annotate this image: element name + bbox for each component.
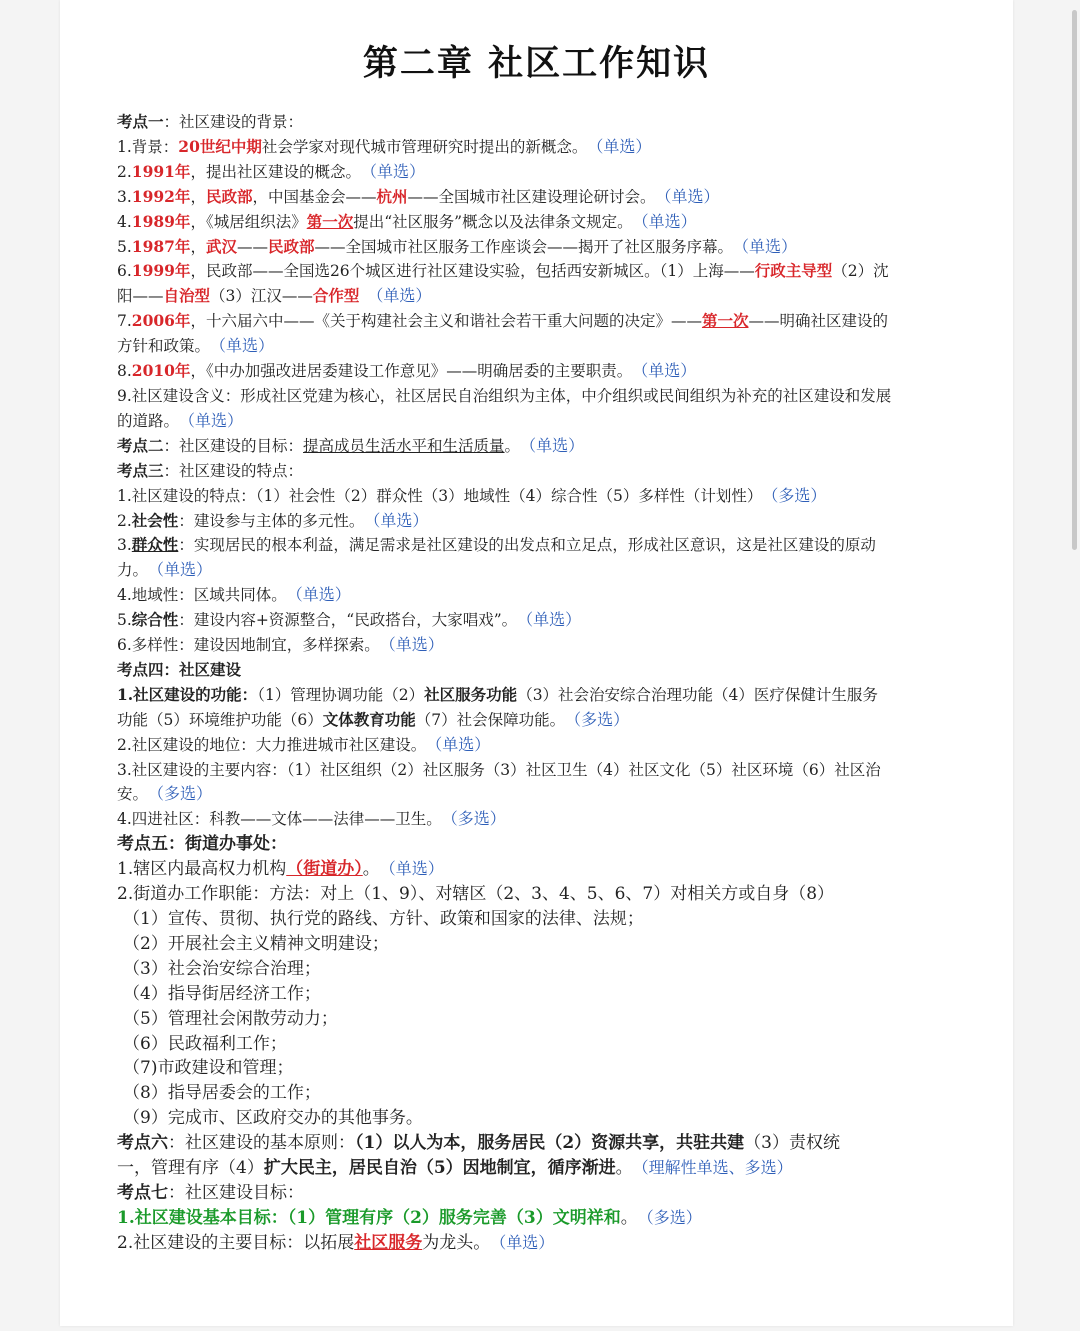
- question-type-tag: （多选）: [156, 784, 213, 804]
- page-title: 第二章 社区工作知识: [362, 43, 711, 84]
- kd1-line-6: 6.1999年，民政部——全国选26个城区进行社区建设实验，包括西安新城区。（1）上海——行政主导型（2）沈: [117, 261, 889, 281]
- scrollbar[interactable]: [1072, 10, 1077, 550]
- kd3-line-4: 4.地域性：区域共同体。 （单选）: [117, 585, 351, 605]
- question-type-tag: （单选）: [663, 186, 720, 206]
- question-type-tag: （单选）: [187, 410, 244, 430]
- kd4-line-1b: 功能（5）环境维护功能（6）文体教育功能（7）社会保障功能。 （多选）: [117, 709, 630, 729]
- kd5-duty-item: （1）宣传、贯彻、执行党的路线、方针、政策和国家的法律、法规；: [123, 909, 644, 929]
- question-type-tag: （理解性单选、多选）: [640, 1158, 793, 1178]
- kd1-line-2: 2.1991年，提出社区建设的概念。 （单选）: [117, 161, 425, 181]
- question-type-tag: （单选）: [525, 610, 582, 630]
- kd4-line-1: 1.社区建设的功能：（1）管理协调功能（2）社区服务功能（3）社会治安综合治理功能（4）医疗保健计生服务: [117, 684, 878, 704]
- kd1-line-6b: 阳——自治型（3）江汉——合作型 （单选）: [117, 286, 432, 306]
- kd3-line-3: 3.群众性：实现居民的根本利益，满足需求是社区建设的出发点和立足点，形成社区意识，这是社区建设的原动: [117, 535, 876, 555]
- question-type-tag: （多选）: [573, 709, 630, 729]
- question-type-tag: （单选）: [387, 859, 444, 879]
- question-type-tag: （单选）: [387, 635, 444, 655]
- kd7-heading: 考点七：社区建设目标：: [117, 1182, 304, 1203]
- question-type-tag: （单选）: [368, 161, 425, 181]
- kd4-line-3b: 安。 （多选）: [117, 784, 213, 804]
- question-type-tag: （单选）: [294, 585, 351, 605]
- question-type-tag: （单选）: [528, 435, 585, 455]
- kd4-line-3: 3.社区建设的主要内容：（1）社区组织（2）社区服务（3）社区卫生（4）社区文化（5）社区环境（6）社区治: [117, 760, 881, 779]
- question-type-tag: （多选）: [770, 485, 827, 505]
- kd5-duty-item: （3）社会治安综合治理；: [123, 958, 321, 979]
- kd5-duty-item: （6）民政福利工作；: [123, 1033, 287, 1054]
- question-type-tag: （多选）: [449, 809, 506, 829]
- kd7-line-1: 1.社区建设基本目标：（1）管理有序（2）服务完善（3）文明祥和。 （多选）: [117, 1207, 702, 1228]
- document-page: [60, 0, 1013, 1326]
- kd1-line-4: 4.1989年，《城居组织法》第一次提出“社区服务”概念以及法律条文规定。 （单选）: [117, 211, 697, 231]
- kd1-line-3: 3.1992年，民政部，中国基金会——杭州——全国城市社区建设理论研讨会。 （单选）: [117, 186, 720, 206]
- kd5-line-2: 2.街道办工作职能：方法：对上（1、9）、对辖区（2、3、4、5、6、7）对相关方或自身（8）: [117, 884, 835, 905]
- kd1-line-9: 9.社区建设含义：形成社区党建为核心，社区居民自治组织为主体，中介组织或民间组织为补充的社区建设和发展: [117, 386, 892, 405]
- question-type-tag: （单选）: [595, 136, 652, 156]
- kd4-line-2: 2.社区建设的地位：大力推进城市社区建设。 （单选）: [117, 734, 491, 754]
- kd1-line-8: 8.2010年，《中办加强改进居委建设工作意见》——明确居委的主要职责。 （单选）: [117, 361, 697, 381]
- kd3-line-1: 1.社区建设的特点：（1）社会性（2）群众性（3）地域性（4）综合性（5）多样性（计划性） （多选）: [117, 485, 827, 505]
- kd5-heading: 考点五：街道办事处：: [117, 834, 287, 855]
- kd5-line-1: 1.辖区内最高权力机构（街道办）。 （单选）: [117, 859, 444, 880]
- kd3-line-2: 2.社会性：建设参与主体的多元性。 （单选）: [117, 510, 429, 530]
- kd1-line-5: 5.1987年，武汉——民政部——全国城市社区服务工作座谈会——揭开了社区服务序幕。 （单选）: [117, 236, 798, 256]
- question-type-tag: （多选）: [645, 1207, 702, 1227]
- kd1-heading: 考点一：社区建设的背景：: [117, 112, 304, 131]
- kd5-duty-item: （8）指导居委会的工作；: [123, 1083, 321, 1104]
- kd4-heading: 考点四：社区建设: [117, 659, 242, 679]
- question-type-tag: （单选）: [434, 734, 491, 754]
- question-type-tag: （单选）: [218, 336, 275, 356]
- kd7-line-2: 2.社区建设的主要目标：以拓展社区服务为龙头。 （单选）: [117, 1232, 555, 1253]
- kd4-line-4: 4.四进社区：科教——文体——法律——卫生。 （多选）: [117, 809, 506, 829]
- question-type-tag: （单选）: [498, 1232, 555, 1252]
- kd5-duty-item: （9）完成市、区政府交办的其他事务。: [123, 1108, 423, 1129]
- kd3-line-5: 5.综合性：建设内容+资源整合，“民政搭台，大家唱戏”。 （单选）: [117, 610, 582, 630]
- question-type-tag: （单选）: [372, 510, 429, 530]
- kd2-heading: 考点二：社区建设的目标：提高成员生活水平和生活质量。 （单选）: [117, 435, 585, 455]
- kd6-line-2: 一，管理有序（4）扩大民主，居民自治（5）因地制宜，循序渐进。 （理解性单选、多选）: [117, 1158, 793, 1179]
- document-body: [117, 110, 959, 1256]
- kd3-line-6: 6.多样性：建设因地制宜，多样探索。 （单选）: [117, 635, 444, 655]
- question-type-tag: （单选）: [640, 211, 697, 231]
- kd6-heading: 考点六：社区建设的基本原则：（1）以人为本，服务居民（2）资源共享，共驻共建（3）责权统: [117, 1133, 840, 1154]
- kd5-duty-item: （7)市政建设和管理；: [123, 1058, 294, 1079]
- kd1-line-1: 1.背景：20世纪中期社会学家对现代城市管理研究时提出的新概念。 （单选）: [117, 136, 652, 156]
- kd3-heading: 考点三：社区建设的特点：: [117, 460, 304, 480]
- question-type-tag: （单选）: [367, 286, 432, 306]
- kd3-line-3b: 力。 （单选）: [117, 560, 213, 580]
- question-type-tag: （单选）: [156, 560, 213, 580]
- kd5-duty-item: （2）开展社会主义精神文明建设；: [123, 933, 389, 954]
- kd1-line-7: 7.2006年，十六届六中——《关于构建社会主义和谐社会若干重大问题的决定》——第一次——明确社区建设的: [117, 311, 888, 331]
- kd1-line-7b: 方针和政策。 （单选）: [117, 336, 275, 356]
- question-type-tag: （单选）: [741, 236, 798, 256]
- question-type-tag: （单选）: [640, 361, 697, 381]
- kd5-duty-item: （5）管理社会闲散劳动力；: [123, 1008, 338, 1029]
- kd5-duty-item: （4）指导街居经济工作；: [123, 983, 321, 1004]
- kd1-line-9b: 的道路。 （单选）: [117, 410, 244, 430]
